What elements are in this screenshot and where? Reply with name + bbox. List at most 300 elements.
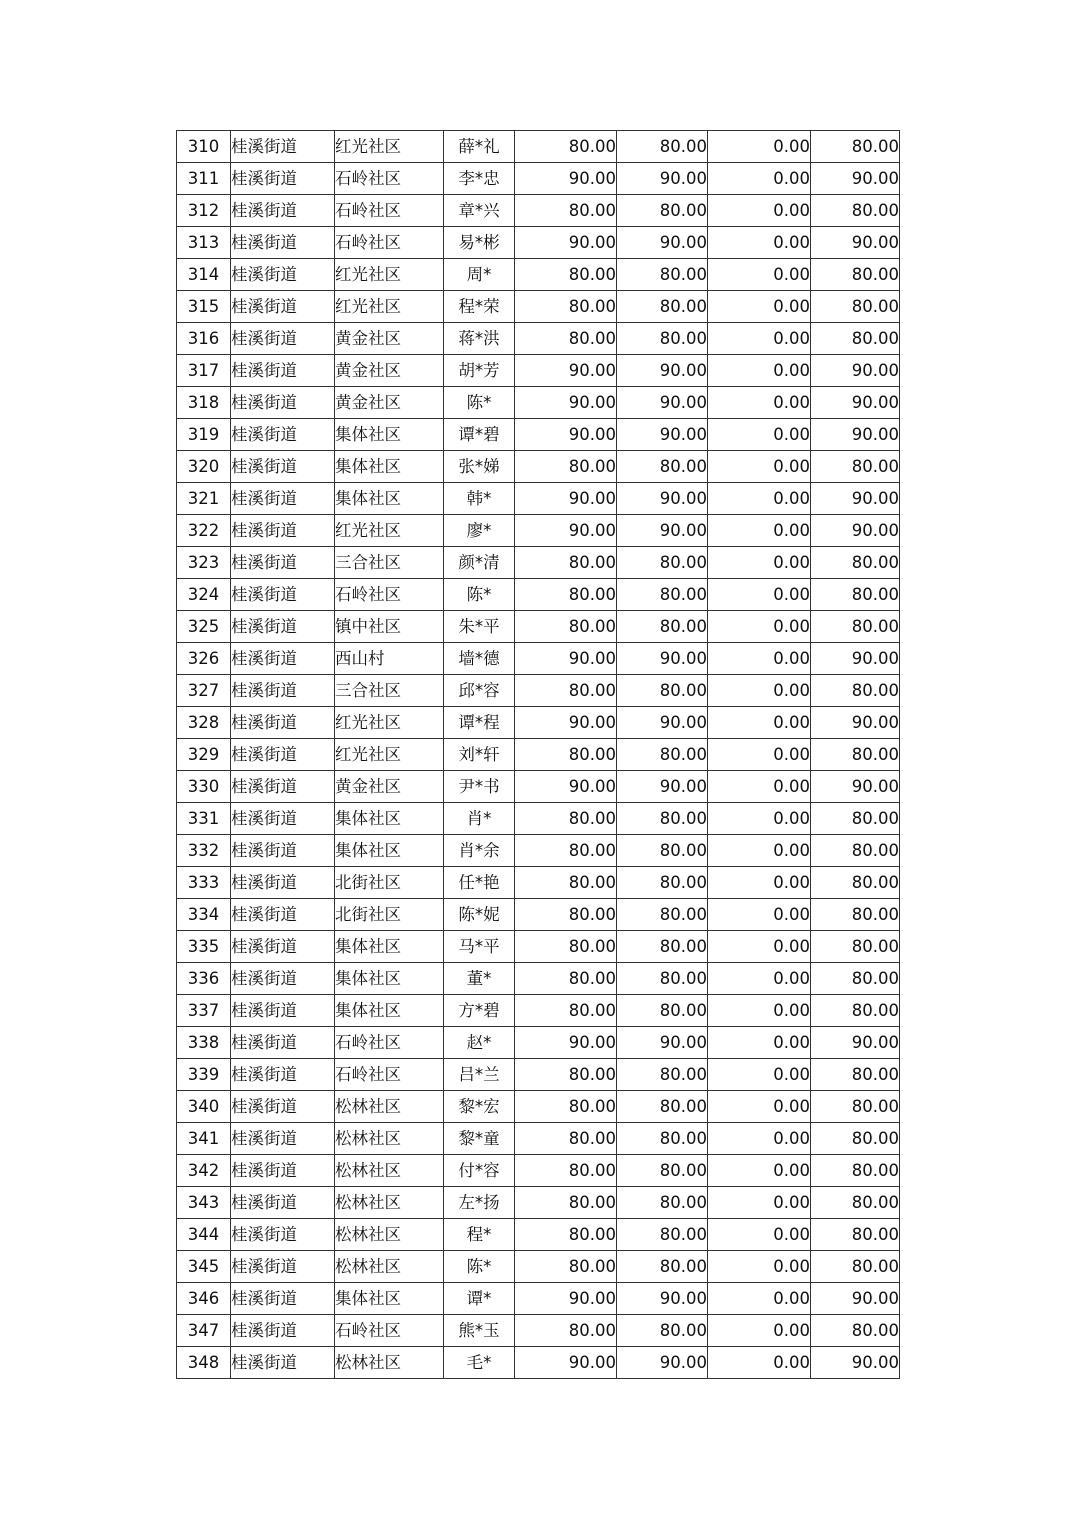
street-cell: 桂溪街道 <box>231 1347 335 1379</box>
community-cell: 三合社区 <box>335 675 444 707</box>
amount-cell-1: 80.00 <box>515 259 617 291</box>
amount-cell-3: 0.00 <box>708 291 811 323</box>
amount-cell-2: 90.00 <box>617 707 708 739</box>
amount-cell-2: 90.00 <box>617 419 708 451</box>
table-row <box>177 1219 900 1251</box>
row-number-cell: 339 <box>177 1059 231 1091</box>
amount-cell-4: 80.00 <box>811 1219 900 1251</box>
name-cell: 墙*德 <box>444 643 515 675</box>
community-cell: 石岭社区 <box>335 195 444 227</box>
street-cell: 桂溪街道 <box>231 931 335 963</box>
amount-cell-1: 90.00 <box>515 387 617 419</box>
community-cell: 集体社区 <box>335 835 444 867</box>
amount-cell-4: 80.00 <box>811 867 900 899</box>
amount-cell-4: 80.00 <box>811 1251 900 1283</box>
community-cell: 松林社区 <box>335 1219 444 1251</box>
street-cell: 桂溪街道 <box>231 1283 335 1315</box>
name-cell: 蒋*洪 <box>444 323 515 355</box>
amount-cell-2: 90.00 <box>617 515 708 547</box>
street-cell: 桂溪街道 <box>231 451 335 483</box>
table-row <box>177 931 900 963</box>
name-cell: 韩* <box>444 483 515 515</box>
amount-cell-4: 80.00 <box>811 899 900 931</box>
table-row <box>177 1059 900 1091</box>
row-number-cell: 336 <box>177 963 231 995</box>
community-cell: 集体社区 <box>335 995 444 1027</box>
amount-cell-1: 80.00 <box>515 803 617 835</box>
amount-cell-4: 80.00 <box>811 995 900 1027</box>
table-row <box>177 1155 900 1187</box>
street-cell: 桂溪街道 <box>231 1155 335 1187</box>
amount-cell-1: 90.00 <box>515 227 617 259</box>
table-row <box>177 707 900 739</box>
street-cell: 桂溪街道 <box>231 579 335 611</box>
amount-cell-1: 90.00 <box>515 163 617 195</box>
amount-cell-1: 80.00 <box>515 1219 617 1251</box>
amount-cell-2: 90.00 <box>617 355 708 387</box>
street-cell: 桂溪街道 <box>231 739 335 771</box>
amount-cell-3: 0.00 <box>708 1251 811 1283</box>
street-cell: 桂溪街道 <box>231 419 335 451</box>
amount-cell-4: 80.00 <box>811 675 900 707</box>
amount-cell-4: 80.00 <box>811 803 900 835</box>
table-row <box>177 515 900 547</box>
community-cell: 集体社区 <box>335 1283 444 1315</box>
row-number-cell: 335 <box>177 931 231 963</box>
name-cell: 肖* <box>444 803 515 835</box>
amount-cell-4: 90.00 <box>811 483 900 515</box>
table-row <box>177 1187 900 1219</box>
community-cell: 石岭社区 <box>335 1315 444 1347</box>
street-cell: 桂溪街道 <box>231 387 335 419</box>
amount-cell-3: 0.00 <box>708 963 811 995</box>
community-cell: 集体社区 <box>335 931 444 963</box>
amount-cell-2: 80.00 <box>617 195 708 227</box>
amount-cell-2: 80.00 <box>617 835 708 867</box>
amount-cell-1: 80.00 <box>515 739 617 771</box>
street-cell: 桂溪街道 <box>231 835 335 867</box>
row-number-cell: 341 <box>177 1123 231 1155</box>
street-cell: 桂溪街道 <box>231 995 335 1027</box>
row-number-cell: 345 <box>177 1251 231 1283</box>
amount-cell-2: 80.00 <box>617 1187 708 1219</box>
table-row <box>177 675 900 707</box>
table-row <box>177 355 900 387</box>
amount-cell-4: 80.00 <box>811 1187 900 1219</box>
name-cell: 熊*玉 <box>444 1315 515 1347</box>
street-cell: 桂溪街道 <box>231 1059 335 1091</box>
street-cell: 桂溪街道 <box>231 1219 335 1251</box>
amount-cell-4: 80.00 <box>811 451 900 483</box>
amount-cell-1: 80.00 <box>515 675 617 707</box>
name-cell: 陈* <box>444 1251 515 1283</box>
amount-cell-2: 90.00 <box>617 227 708 259</box>
amount-cell-4: 80.00 <box>811 291 900 323</box>
row-number-cell: 340 <box>177 1091 231 1123</box>
name-cell: 邱*容 <box>444 675 515 707</box>
name-cell: 谭* <box>444 1283 515 1315</box>
table-row <box>177 803 900 835</box>
amount-cell-3: 0.00 <box>708 451 811 483</box>
amount-cell-4: 80.00 <box>811 131 900 163</box>
row-number-cell: 313 <box>177 227 231 259</box>
table-row <box>177 323 900 355</box>
amount-cell-2: 80.00 <box>617 803 708 835</box>
amount-cell-4: 80.00 <box>811 323 900 355</box>
name-cell: 刘*轩 <box>444 739 515 771</box>
amount-cell-4: 80.00 <box>811 1315 900 1347</box>
name-cell: 颜*清 <box>444 547 515 579</box>
amount-cell-3: 0.00 <box>708 643 811 675</box>
row-number-cell: 346 <box>177 1283 231 1315</box>
community-cell: 石岭社区 <box>335 227 444 259</box>
street-cell: 桂溪街道 <box>231 259 335 291</box>
community-cell: 松林社区 <box>335 1091 444 1123</box>
amount-cell-1: 80.00 <box>515 291 617 323</box>
amount-cell-3: 0.00 <box>708 483 811 515</box>
street-cell: 桂溪街道 <box>231 227 335 259</box>
table-row <box>177 387 900 419</box>
amount-cell-4: 80.00 <box>811 547 900 579</box>
table-row <box>177 579 900 611</box>
street-cell: 桂溪街道 <box>231 611 335 643</box>
street-cell: 桂溪街道 <box>231 707 335 739</box>
community-cell: 红光社区 <box>335 291 444 323</box>
amount-cell-2: 90.00 <box>617 1027 708 1059</box>
amount-cell-4: 80.00 <box>811 611 900 643</box>
name-cell: 马*平 <box>444 931 515 963</box>
amount-cell-4: 80.00 <box>811 963 900 995</box>
row-number-cell: 342 <box>177 1155 231 1187</box>
street-cell: 桂溪街道 <box>231 1123 335 1155</box>
subsidy-roster-table <box>176 130 900 1379</box>
amount-cell-1: 90.00 <box>515 355 617 387</box>
community-cell: 红光社区 <box>335 739 444 771</box>
amount-cell-2: 80.00 <box>617 1059 708 1091</box>
amount-cell-4: 90.00 <box>811 419 900 451</box>
amount-cell-2: 80.00 <box>617 867 708 899</box>
row-number-cell: 347 <box>177 1315 231 1347</box>
community-cell: 黄金社区 <box>335 387 444 419</box>
amount-cell-1: 80.00 <box>515 579 617 611</box>
community-cell: 黄金社区 <box>335 323 444 355</box>
street-cell: 桂溪街道 <box>231 131 335 163</box>
community-cell: 集体社区 <box>335 451 444 483</box>
street-cell: 桂溪街道 <box>231 867 335 899</box>
amount-cell-4: 80.00 <box>811 259 900 291</box>
name-cell: 董* <box>444 963 515 995</box>
amount-cell-2: 80.00 <box>617 611 708 643</box>
amount-cell-1: 90.00 <box>515 1283 617 1315</box>
amount-cell-2: 90.00 <box>617 163 708 195</box>
amount-cell-3: 0.00 <box>708 227 811 259</box>
table-row <box>177 227 900 259</box>
row-number-cell: 332 <box>177 835 231 867</box>
amount-cell-2: 90.00 <box>617 387 708 419</box>
row-number-cell: 312 <box>177 195 231 227</box>
street-cell: 桂溪街道 <box>231 643 335 675</box>
amount-cell-1: 80.00 <box>515 1059 617 1091</box>
row-number-cell: 316 <box>177 323 231 355</box>
name-cell: 李*忠 <box>444 163 515 195</box>
amount-cell-4: 80.00 <box>811 739 900 771</box>
amount-cell-4: 80.00 <box>811 1091 900 1123</box>
street-cell: 桂溪街道 <box>231 483 335 515</box>
community-cell: 石岭社区 <box>335 163 444 195</box>
community-cell: 三合社区 <box>335 547 444 579</box>
amount-cell-3: 0.00 <box>708 899 811 931</box>
row-number-cell: 343 <box>177 1187 231 1219</box>
community-cell: 北街社区 <box>335 899 444 931</box>
amount-cell-3: 0.00 <box>708 579 811 611</box>
amount-cell-4: 90.00 <box>811 771 900 803</box>
amount-cell-1: 90.00 <box>515 771 617 803</box>
name-cell: 毛* <box>444 1347 515 1379</box>
table-row <box>177 995 900 1027</box>
row-number-cell: 331 <box>177 803 231 835</box>
table-row <box>177 643 900 675</box>
amount-cell-2: 80.00 <box>617 131 708 163</box>
amount-cell-2: 80.00 <box>617 291 708 323</box>
amount-cell-4: 80.00 <box>811 1155 900 1187</box>
amount-cell-1: 80.00 <box>515 323 617 355</box>
amount-cell-4: 80.00 <box>811 1059 900 1091</box>
table-row <box>177 1123 900 1155</box>
community-cell: 黄金社区 <box>335 355 444 387</box>
community-cell: 北街社区 <box>335 867 444 899</box>
name-cell: 朱*平 <box>444 611 515 643</box>
amount-cell-1: 80.00 <box>515 835 617 867</box>
amount-cell-1: 90.00 <box>515 419 617 451</box>
amount-cell-3: 0.00 <box>708 995 811 1027</box>
name-cell: 陈* <box>444 387 515 419</box>
amount-cell-3: 0.00 <box>708 1027 811 1059</box>
table-row <box>177 1283 900 1315</box>
street-cell: 桂溪街道 <box>231 1251 335 1283</box>
amount-cell-1: 80.00 <box>515 867 617 899</box>
name-cell: 易*彬 <box>444 227 515 259</box>
amount-cell-2: 80.00 <box>617 1155 708 1187</box>
table-row <box>177 131 900 163</box>
table-row <box>177 291 900 323</box>
amount-cell-2: 80.00 <box>617 739 708 771</box>
amount-cell-3: 0.00 <box>708 771 811 803</box>
amount-cell-1: 90.00 <box>515 1347 617 1379</box>
row-number-cell: 330 <box>177 771 231 803</box>
row-number-cell: 314 <box>177 259 231 291</box>
row-number-cell: 319 <box>177 419 231 451</box>
amount-cell-1: 80.00 <box>515 1251 617 1283</box>
community-cell: 石岭社区 <box>335 1059 444 1091</box>
amount-cell-3: 0.00 <box>708 1059 811 1091</box>
row-number-cell: 318 <box>177 387 231 419</box>
amount-cell-3: 0.00 <box>708 195 811 227</box>
street-cell: 桂溪街道 <box>231 355 335 387</box>
street-cell: 桂溪街道 <box>231 803 335 835</box>
community-cell: 红光社区 <box>335 515 444 547</box>
amount-cell-3: 0.00 <box>708 707 811 739</box>
community-cell: 石岭社区 <box>335 1027 444 1059</box>
amount-cell-4: 90.00 <box>811 1027 900 1059</box>
amount-cell-4: 90.00 <box>811 163 900 195</box>
row-number-cell: 317 <box>177 355 231 387</box>
name-cell: 谭*碧 <box>444 419 515 451</box>
amount-cell-3: 0.00 <box>708 547 811 579</box>
amount-cell-3: 0.00 <box>708 163 811 195</box>
community-cell: 集体社区 <box>335 803 444 835</box>
amount-cell-3: 0.00 <box>708 675 811 707</box>
table-row <box>177 259 900 291</box>
amount-cell-3: 0.00 <box>708 323 811 355</box>
amount-cell-3: 0.00 <box>708 131 811 163</box>
amount-cell-2: 90.00 <box>617 1283 708 1315</box>
row-number-cell: 337 <box>177 995 231 1027</box>
amount-cell-2: 80.00 <box>617 963 708 995</box>
amount-cell-4: 90.00 <box>811 227 900 259</box>
amount-cell-2: 80.00 <box>617 1123 708 1155</box>
street-cell: 桂溪街道 <box>231 547 335 579</box>
amount-cell-1: 80.00 <box>515 931 617 963</box>
amount-cell-3: 0.00 <box>708 387 811 419</box>
amount-cell-4: 90.00 <box>811 1283 900 1315</box>
row-number-cell: 315 <box>177 291 231 323</box>
table-row <box>177 1315 900 1347</box>
table-row <box>177 1027 900 1059</box>
community-cell: 镇中社区 <box>335 611 444 643</box>
amount-cell-1: 80.00 <box>515 195 617 227</box>
amount-cell-1: 90.00 <box>515 515 617 547</box>
amount-cell-1: 90.00 <box>515 707 617 739</box>
name-cell: 方*碧 <box>444 995 515 1027</box>
row-number-cell: 334 <box>177 899 231 931</box>
amount-cell-3: 0.00 <box>708 1091 811 1123</box>
street-cell: 桂溪街道 <box>231 963 335 995</box>
roster-body <box>177 131 900 1379</box>
amount-cell-2: 80.00 <box>617 259 708 291</box>
amount-cell-3: 0.00 <box>708 1123 811 1155</box>
community-cell: 集体社区 <box>335 483 444 515</box>
amount-cell-3: 0.00 <box>708 515 811 547</box>
amount-cell-3: 0.00 <box>708 1315 811 1347</box>
community-cell: 石岭社区 <box>335 579 444 611</box>
community-cell: 集体社区 <box>335 419 444 451</box>
row-number-cell: 322 <box>177 515 231 547</box>
name-cell: 付*容 <box>444 1155 515 1187</box>
amount-cell-1: 80.00 <box>515 995 617 1027</box>
amount-cell-3: 0.00 <box>708 739 811 771</box>
amount-cell-4: 80.00 <box>811 931 900 963</box>
street-cell: 桂溪街道 <box>231 771 335 803</box>
name-cell: 黎*童 <box>444 1123 515 1155</box>
amount-cell-4: 80.00 <box>811 195 900 227</box>
amount-cell-3: 0.00 <box>708 259 811 291</box>
street-cell: 桂溪街道 <box>231 195 335 227</box>
amount-cell-2: 80.00 <box>617 931 708 963</box>
table-row <box>177 419 900 451</box>
amount-cell-2: 80.00 <box>617 323 708 355</box>
table-row <box>177 867 900 899</box>
table-row <box>177 835 900 867</box>
amount-cell-3: 0.00 <box>708 1283 811 1315</box>
row-number-cell: 323 <box>177 547 231 579</box>
table-row <box>177 451 900 483</box>
table-row <box>177 163 900 195</box>
name-cell: 薛*礼 <box>444 131 515 163</box>
amount-cell-2: 80.00 <box>617 579 708 611</box>
community-cell: 松林社区 <box>335 1155 444 1187</box>
table-row <box>177 1091 900 1123</box>
amount-cell-1: 80.00 <box>515 963 617 995</box>
amount-cell-3: 0.00 <box>708 355 811 387</box>
street-cell: 桂溪街道 <box>231 1315 335 1347</box>
amount-cell-4: 80.00 <box>811 1123 900 1155</box>
amount-cell-4: 90.00 <box>811 355 900 387</box>
amount-cell-1: 80.00 <box>515 1315 617 1347</box>
table-row <box>177 963 900 995</box>
community-cell: 松林社区 <box>335 1187 444 1219</box>
amount-cell-4: 90.00 <box>811 643 900 675</box>
name-cell: 谭*程 <box>444 707 515 739</box>
amount-cell-4: 90.00 <box>811 707 900 739</box>
row-number-cell: 329 <box>177 739 231 771</box>
row-number-cell: 333 <box>177 867 231 899</box>
name-cell: 任*艳 <box>444 867 515 899</box>
name-cell: 尹*书 <box>444 771 515 803</box>
name-cell: 程*荣 <box>444 291 515 323</box>
amount-cell-3: 0.00 <box>708 931 811 963</box>
amount-cell-2: 90.00 <box>617 771 708 803</box>
community-cell: 西山村 <box>335 643 444 675</box>
amount-cell-3: 0.00 <box>708 1155 811 1187</box>
row-number-cell: 326 <box>177 643 231 675</box>
table-row <box>177 1347 900 1379</box>
amount-cell-4: 90.00 <box>811 515 900 547</box>
row-number-cell: 310 <box>177 131 231 163</box>
amount-cell-3: 0.00 <box>708 611 811 643</box>
amount-cell-1: 90.00 <box>515 643 617 675</box>
community-cell: 集体社区 <box>335 963 444 995</box>
row-number-cell: 328 <box>177 707 231 739</box>
name-cell: 周* <box>444 259 515 291</box>
name-cell: 陈*妮 <box>444 899 515 931</box>
amount-cell-2: 80.00 <box>617 1315 708 1347</box>
amount-cell-2: 80.00 <box>617 1091 708 1123</box>
name-cell: 肖*余 <box>444 835 515 867</box>
name-cell: 吕*兰 <box>444 1059 515 1091</box>
row-number-cell: 327 <box>177 675 231 707</box>
amount-cell-4: 90.00 <box>811 387 900 419</box>
amount-cell-3: 0.00 <box>708 803 811 835</box>
amount-cell-1: 80.00 <box>515 131 617 163</box>
table-row <box>177 547 900 579</box>
community-cell: 红光社区 <box>335 259 444 291</box>
amount-cell-2: 80.00 <box>617 451 708 483</box>
amount-cell-1: 80.00 <box>515 1155 617 1187</box>
amount-cell-1: 80.00 <box>515 547 617 579</box>
row-number-cell: 311 <box>177 163 231 195</box>
amount-cell-2: 80.00 <box>617 675 708 707</box>
amount-cell-1: 80.00 <box>515 1187 617 1219</box>
table-row <box>177 483 900 515</box>
amount-cell-2: 90.00 <box>617 1347 708 1379</box>
name-cell: 廖* <box>444 515 515 547</box>
street-cell: 桂溪街道 <box>231 1091 335 1123</box>
table-row <box>177 1251 900 1283</box>
amount-cell-2: 90.00 <box>617 643 708 675</box>
amount-cell-3: 0.00 <box>708 835 811 867</box>
table-row <box>177 195 900 227</box>
amount-cell-2: 80.00 <box>617 1219 708 1251</box>
